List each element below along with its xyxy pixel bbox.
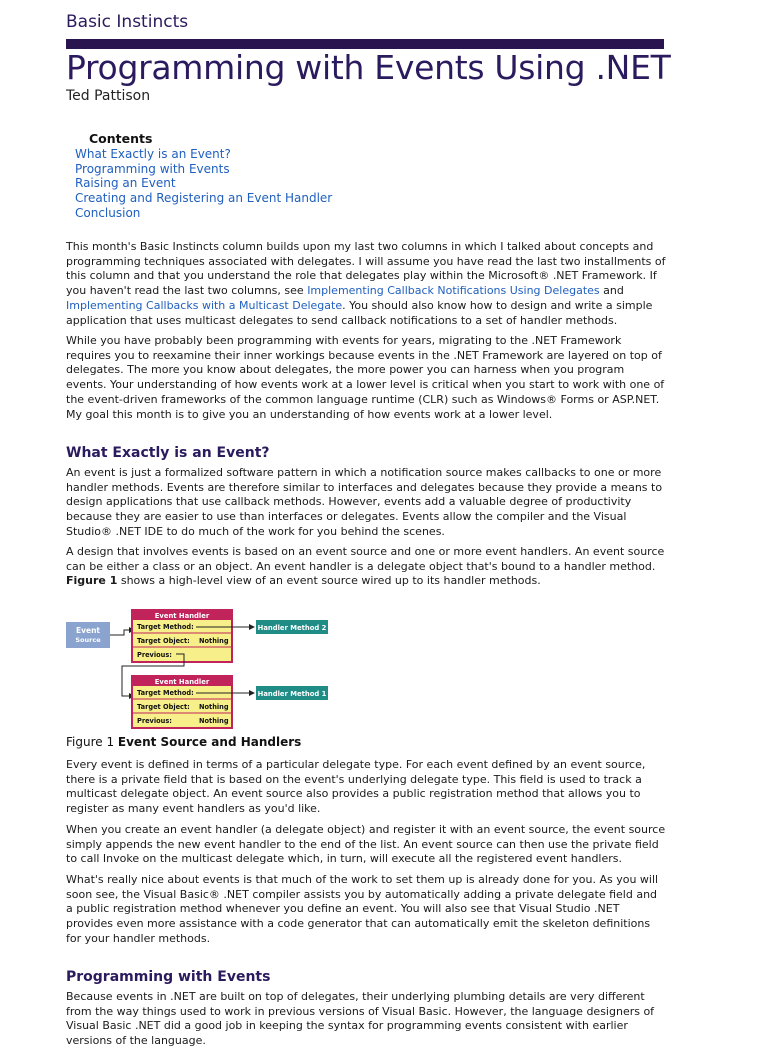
toc-link-what-is-event[interactable]: What Exactly is an Event? bbox=[75, 147, 231, 161]
section1-p2-text-a: A design that involves events is based on an event source and one or more event handlers. An event source can be either a class or an object. An event handler is a delegate object that's bound to a handler method. bbox=[66, 545, 665, 573]
body-paragraph-3: What's really nice about events is that much of the work to set them up is already done for you. As you will soon see, the Visual Basic® .NET compiler assists you by automatically adding a private delegate field and a public registration method whenever you define an event. You will also see that Visual Studio .NET provides even more assistance with a code generator that can automatically emit the skeleton definitions for your handler methods. bbox=[66, 873, 659, 945]
toc-link-creating-handler[interactable]: Creating and Registering an Event Handler bbox=[75, 191, 333, 206]
section1-paragraph-2 bbox=[66, 545, 666, 589]
toc-link-raising-event[interactable]: Raising an Event bbox=[75, 176, 176, 191]
intro-paragraph-1 bbox=[66, 240, 666, 328]
handler-method-2-label: Handler Method 2 bbox=[257, 624, 327, 632]
caption-title: Event Source and Handlers bbox=[117, 735, 302, 749]
link-callback-notifications[interactable]: Implementing Callback Notifications Using Delegates bbox=[307, 284, 600, 298]
intro-text-a: This month's Basic Instincts column builds upon my last two columns in which I talked about concepts and programming techniques associated with delegates. I will assume you have read the last two installments of this column and that you understand the role that delegates play within the Microsoft® .NET Framework. If you haven't read the last two columns, see bbox=[66, 240, 666, 298]
toc-link-programming-events[interactable]: Programming with Events bbox=[75, 161, 230, 176]
intro-text-c: . You should also know how to design and write a simple application that uses multicast delegates to send callback notifications to a set of handler methods. bbox=[66, 298, 653, 327]
section-heading-programming-events: Programming with Events bbox=[66, 969, 271, 985]
target-object-label-2: Target Object: bbox=[137, 703, 190, 711]
event-handler-box-2 bbox=[132, 676, 232, 728]
article-title: Programming with Events Using .NET bbox=[66, 48, 671, 87]
event-source-label-1: Event bbox=[75, 626, 101, 635]
figure-1-caption bbox=[66, 735, 301, 749]
event-handler-header-1: Event Handler bbox=[154, 612, 210, 620]
figure-reference: Figure 1 bbox=[66, 574, 118, 588]
intro-text-b: and bbox=[599, 284, 624, 298]
target-method-label-1: Target Method: bbox=[137, 623, 194, 631]
target-object-value-1: Nothing bbox=[199, 637, 229, 645]
contents-heading: Contents bbox=[89, 131, 153, 146]
previous-label-1: Previous: bbox=[137, 651, 172, 659]
figure-1-diagram bbox=[66, 604, 336, 732]
section1-paragraph-1: An event is just a formalized software pattern in which a notification source makes callbacks to one or more handler methods. Events are therefore similar to interfaces and delegates because they provide a means to design applications that use callback methods. However, events add a valuable degree of productivity because they are easier to use than interfaces or delegates. Events allow the compiler and the Visual Studio® .NET IDE to do much of the work for you behind the scenes. bbox=[66, 466, 663, 538]
target-method-label-2: Target Method: bbox=[137, 689, 194, 697]
target-object-label-1: Target Object: bbox=[137, 637, 190, 645]
event-handler-header-2: Event Handler bbox=[154, 678, 210, 686]
toc-link-conclusion[interactable]: Conclusion bbox=[75, 205, 141, 220]
previous-value-2: Nothing bbox=[199, 717, 229, 725]
column-name: Basic Instincts bbox=[66, 12, 189, 32]
author-name: Ted Pattison bbox=[66, 88, 151, 104]
intro-paragraph-2: While you have probably been programming with events for years, migrating to the .NET Framework requires you to reexamine their inner workings because events in the .NET Framework are layered on top of delegates. The more you know about delegates, the more power you can harness when you program events. Your understanding of how events work at a lower level is critical when you start to work with one of the event-driven frameworks of the common language runtime (CLR) such as Windows® Forms or ASP.NET. My goal this month is to give you an understanding of how events work at a lower level. bbox=[66, 334, 665, 421]
section2-paragraph-1: Because events in .NET are built on top of delegates, their underlying plumbing details are very different from the way things used to work in previous versions of Visual Basic. However, the language designers of Visual Basic .NET did a good job in keeping the syntax for programming events consistent with earlier versions of the language. bbox=[66, 990, 655, 1048]
handler-method-1-label: Handler Method 1 bbox=[257, 690, 327, 698]
event-source-label-2: Source bbox=[75, 636, 101, 644]
section1-p2-text-b: shows a high-level view of an event source wired up to its handler methods. bbox=[117, 574, 541, 588]
table-of-contents bbox=[75, 131, 332, 221]
body-paragraph-1: Every event is defined in terms of a particular delegate type. For each event defined by an event source, there is a private field that is based on the event's underlying delegate type. This field is used to track a multicast delegate object. An event source also provides a public registration method that allows you to register as many event handlers as you'd like. bbox=[66, 758, 646, 816]
previous-label-2: Previous: bbox=[137, 717, 172, 725]
link-multicast-delegate[interactable]: Implementing Callbacks with a Multicast Delegate bbox=[66, 298, 343, 312]
target-object-value-2: Nothing bbox=[199, 703, 229, 711]
section-heading-what-is-event: What Exactly is an Event? bbox=[66, 445, 270, 461]
body-paragraph-2: When you create an event handler (a delegate object) and register it with an event source, the event source simply appends the new event handler to the end of the list. An event source can then use the private field to call Invoke on the multicast delegate which, in turn, will execute all the registered event handlers. bbox=[66, 823, 666, 866]
caption-prefix: Figure 1 bbox=[66, 735, 118, 749]
